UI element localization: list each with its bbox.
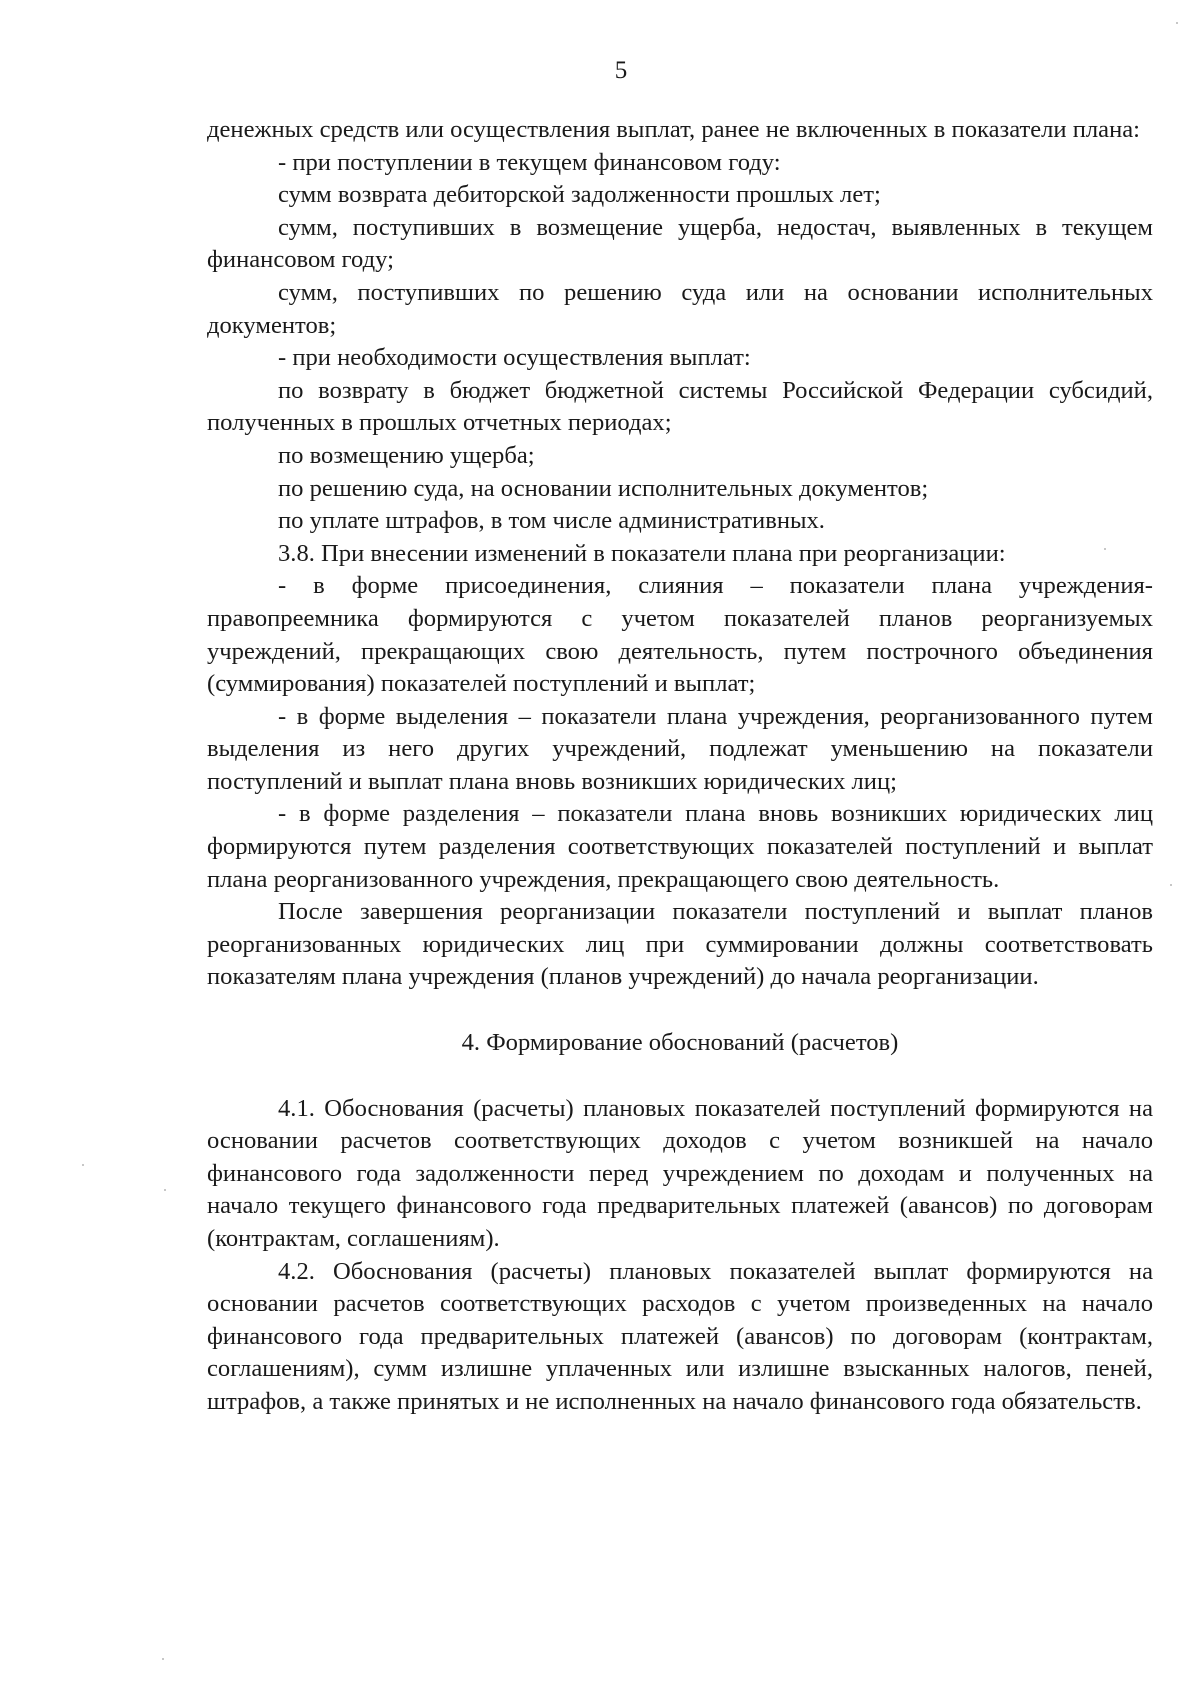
paragraph: - в форме разделения – показатели плана вновь возникших юридических лиц формируются путем разделения соответствующих показателей поступлений и выплат плана реорганизованного учреждения, прекращающего свою деятельность. [207,800,1153,893]
scan-speck [162,1658,164,1660]
document-body [207,114,1153,1419]
scan-speck [1170,884,1172,886]
paragraph-clause-4-2: 4.2. Обоснования (расчеты) плановых показателей выплат формируются на основании расчетов соответствующих расходов с учетом произведенных на начало финансового года предварительных платежей (авансов) по договорам (контрактам, соглашениям), сумм излишне уплаченных или излишне взысканных налогов, пеней, штрафов, а также принятых и не исполненных на начало финансового года обязательств. [207,1257,1153,1415]
scan-speck [164,1189,166,1191]
paragraph: сумм, поступивших в возмещение ущерба, недостач, выявленных в текущем финансовом году; [207,213,1153,274]
section-heading: 4. Формирование обоснований (расчетов) [461,1029,899,1057]
scan-speck [1176,22,1178,24]
paragraph: После завершения реорганизации показатели поступлений и выплат планов реорганизованных юридических лиц при суммировании должны соответствовать показателям плана учреждения (планов учреждений) до начала реорганизации. [207,898,1153,991]
paragraph: - в форме присоединения, слияния – показатели плана учреждения-правопреемника формируются с учетом показателей планов реорганизуемых учреждений, прекращающих свою деятельность, путем построчного объединения (суммирования) показателей поступлений и выплат; [207,572,1153,698]
scan-speck [82,1164,84,1166]
paragraph-continuation: денежных средств или осуществления выплат, ранее не включенных в показатели плана: [207,116,1140,143]
paragraph: по возмещению ущерба; [278,441,535,469]
paragraph: по возврату в бюджет бюджетной системы Российской Федерации субсидий, полученных в прошлых отчетных периодах; [207,376,1153,437]
paragraph: по решению суда, на основании исполнительных документов; [278,474,929,502]
paragraph-clause-4-1: 4.1. Обоснования (расчеты) плановых показателей поступлений формируются на основании расчетов соответствующих доходов с учетом возникшей на начало финансового года задолженности перед учреждением по доходам и полученных на начало текущего финансового года предварительных платежей (авансов) по договорам (контрактам, соглашениям). [207,1094,1153,1252]
paragraph: - в форме выделения – показатели плана учреждения, реорганизованного путем выделения из него других учреждений, подлежат уменьшению на показатели поступлений и выплат плана вновь возникших юридических лиц; [207,702,1153,795]
paragraph: - при необходимости осуществления выплат: [278,344,751,372]
paragraph: - при поступлении в текущем финансовом году: [278,148,781,176]
paragraph: сумм возврата дебиторской задолженности прошлых лет; [278,181,881,209]
paragraph-clause-3-8: 3.8. При внесении изменений в показатели плана при реорганизации: [278,539,1006,567]
scan-speck [1104,548,1106,550]
paragraph: сумм, поступивших по решению суда или на основании исполнительных документов; [207,278,1153,339]
page-number: 5 [614,57,628,84]
paragraph: по уплате штрафов, в том числе административных. [278,507,825,535]
